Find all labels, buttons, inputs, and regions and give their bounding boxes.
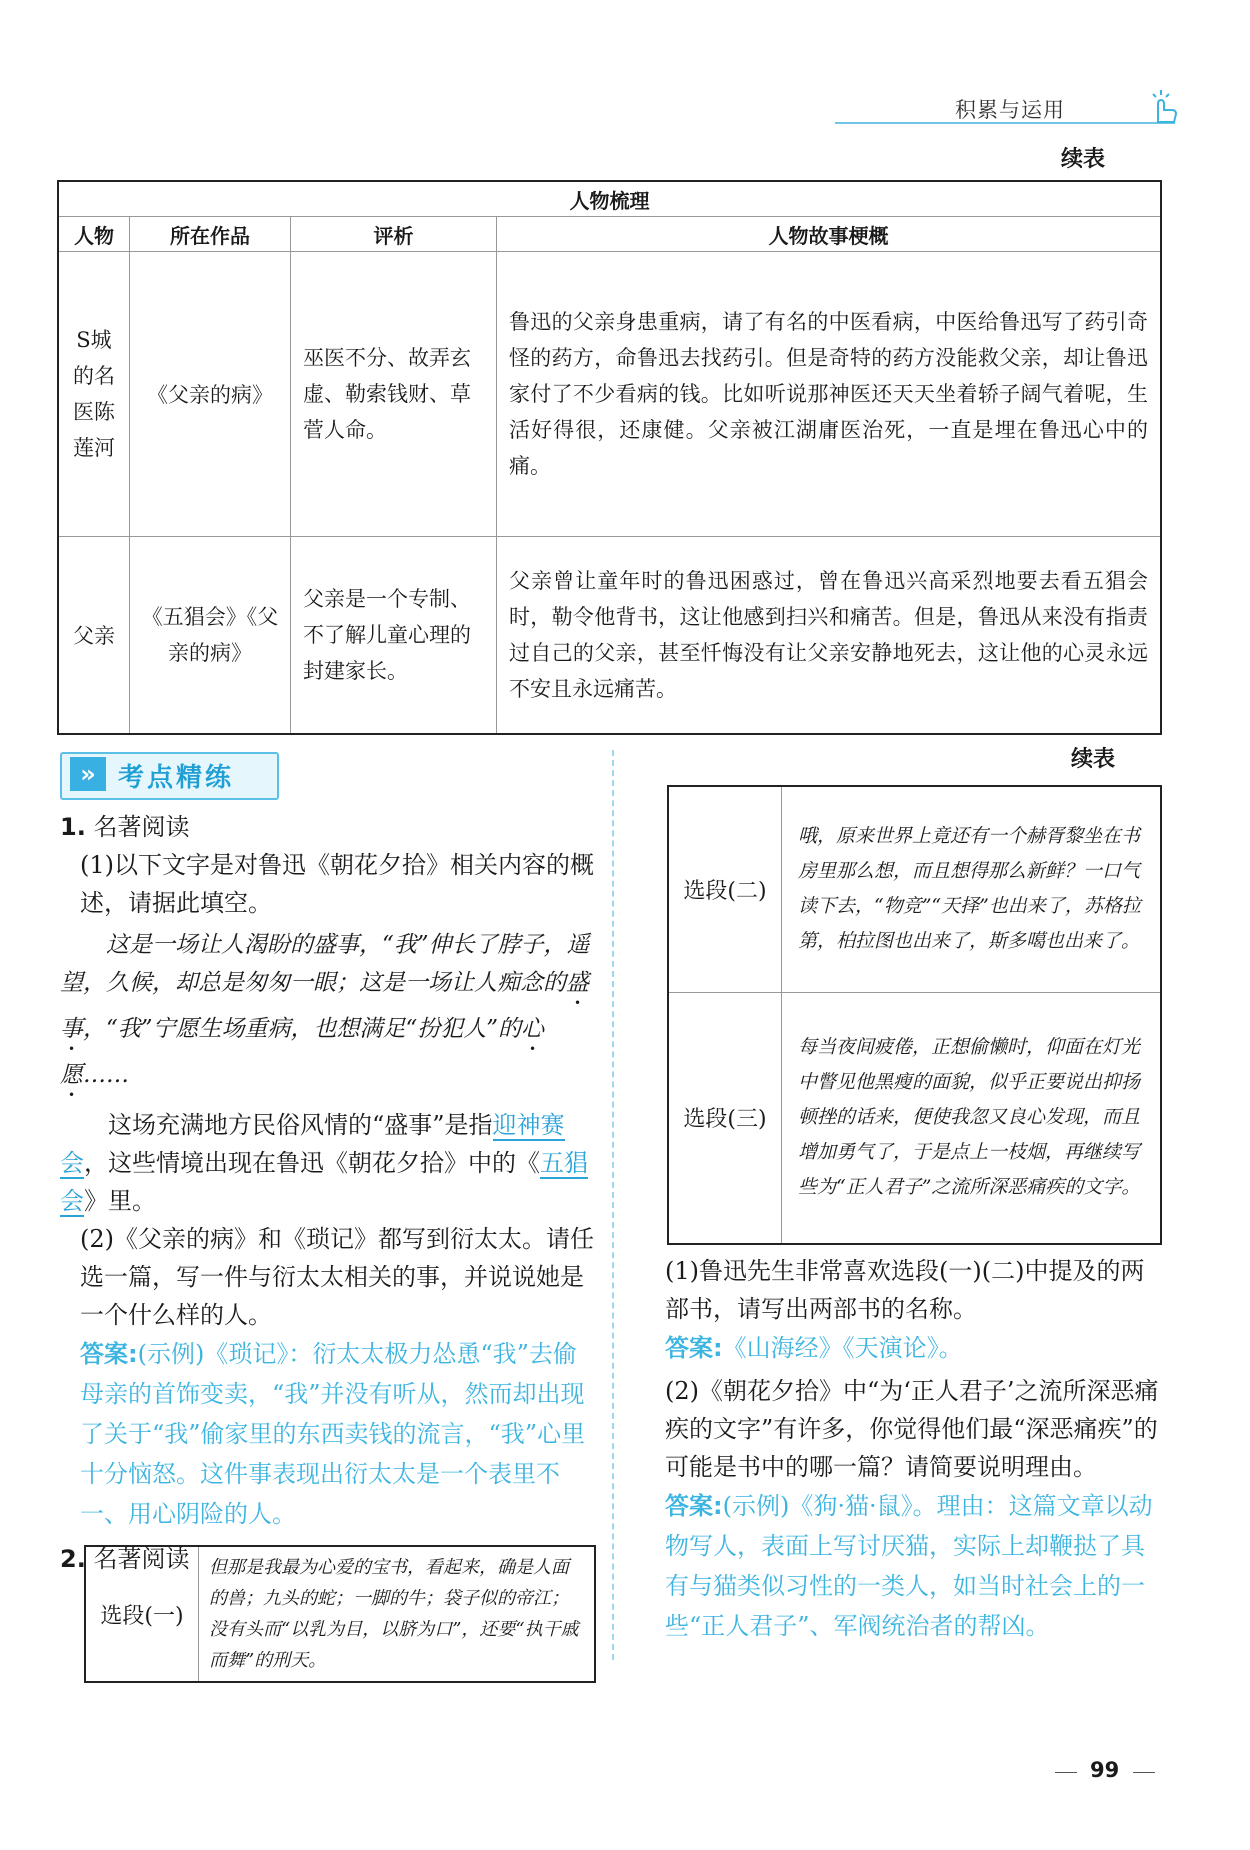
col-header: 所在作品	[130, 217, 291, 252]
question-2-parts	[665, 1252, 1165, 1646]
excerpt-label: 选段(一)	[85, 1546, 199, 1682]
excerpt-label: 选段(三)	[668, 992, 782, 1244]
col-header: 人物故事梗概	[497, 217, 1162, 252]
person-cell: S城的名医陈莲河	[58, 252, 130, 537]
work-cell: 《父亲的病》	[130, 252, 291, 537]
page-number-dash-left	[1055, 1772, 1077, 1773]
q2-part1: (1)鲁迅先生非常喜欢选段(一)(二)中提及的两部书，请写出两部书的名称。	[665, 1257, 1145, 1323]
table-row	[58, 537, 1161, 735]
question-number: 1.	[60, 813, 86, 841]
excerpt-text: 但那是我最为心爱的宝书，看起来，确是人面的兽；九头的蛇；一脚的牛；袋子似的帝江；没有头而“以乳为目，以脐为口”，还要“执干戚而舞”的刑天。	[199, 1546, 596, 1682]
q2-part2: (2)《朝花夕拾》中“为‘正人君子’之流所深恶痛疾的文字”有许多，你觉得他们最“深恶痛疾”的可能是书中的哪一篇？请简要说明理由。	[665, 1377, 1159, 1481]
character-table	[57, 180, 1162, 735]
table-row	[58, 252, 1161, 537]
question-1	[60, 808, 595, 1578]
double-chevron-icon: »	[70, 757, 106, 791]
excerpt-text: 哦，原来世界上竟还有一个赫胥黎坐在书房里那么想，而且想得那么新鲜？一口气读下去，“物竞”“天择”也出来了，苏格拉第，柏拉图也出来了，斯多噶也出来了。	[782, 786, 1162, 992]
page-number-dash-right	[1133, 1772, 1155, 1773]
pointing-hand-icon	[1146, 86, 1180, 126]
q2-answer-1: 答案:《山海经》《天演论》。	[665, 1334, 963, 1362]
question-number: 2.	[60, 1545, 86, 1573]
person-cell: 父亲	[58, 537, 130, 735]
work-cell: 《五猖会》《父亲的病》	[130, 537, 291, 735]
q1-fill: 这场充满地方民俗风情的“盛事”是指迎神赛会，这些情境出现在鲁迅《朝花夕拾》中的《五猖会》里。	[60, 1111, 588, 1215]
continued-label-right: 续表	[1070, 747, 1115, 772]
table-caption: 人物梳理	[58, 181, 1161, 217]
fill-answer-1: 迎神赛会	[60, 1111, 565, 1177]
page-number: 99	[1090, 1758, 1120, 1782]
q1-answer: 答案:(示例)《琐记》：衍太太极力怂恿“我”去偷母亲的首饰变卖，“我”并没有听从，然而却出现了关于“我”偷家里的东西卖钱的流言，“我”心里十分恼怒。这件事表现出衍太太是一个表里不一、用心阴险的人。	[80, 1340, 586, 1528]
excerpt-table-1	[84, 1545, 596, 1683]
story-cell: 鲁迅的父亲身患重病，请了有名的中医看病，中医给鲁迅写了药引奇怪的药方，命鲁迅去找药引。但是奇特的药方没能救父亲，却让鲁迅家付了不少看病的钱。比如听说那神医还天天坐着轿子阔气着呢，生活好得很，还康健。父亲被江湖庸医治死，一直是埋在鲁迅心中的痛。	[497, 252, 1162, 537]
section-header-title: 积累与运用	[955, 98, 1065, 122]
q1-part1-intro: (1)以下文字是对鲁迅《朝花夕拾》相关内容的概述，请据此填空。	[80, 851, 594, 917]
continued-label-top: 续表	[1060, 147, 1105, 172]
comment-cell: 巫医不分、故弄玄虚、勒索钱财、草菅人命。	[291, 252, 497, 537]
col-header: 人物	[58, 217, 130, 252]
column-divider	[612, 750, 614, 1660]
question-title: 名著阅读	[93, 813, 190, 841]
header-rule	[835, 122, 1175, 124]
excerpt-label: 选段(二)	[668, 786, 782, 992]
q1-passage: 这是一场让人渴盼的盛事，“我”伸长了脖子，遥望，久候，却总是匆匆一眼；这是一场让人痴念的盛事，“我”宁愿生场重病，也想满足“扮犯人”的心愿……	[60, 932, 590, 1088]
question-title: 名著阅读	[93, 1545, 190, 1573]
col-header: 评析	[291, 217, 497, 252]
excerpt-text: 每当夜间疲倦，正想偷懒时，仰面在灯光中瞥见他黑瘦的面貌，似乎正要说出抑扬顿挫的话来，便使我忽又良心发现，而且增加勇气了，于是点上一枝烟，再继续写些为“正人君子”之流所深恶痛疾的文字。	[782, 992, 1162, 1244]
q2-answer-2: 答案:(示例)《狗·猫·鼠》。理由：这篇文章以动物写人，表面上写讨厌猫，实际上却鞭挞了具有与猫类似习性的一类人，如当时社会上的一些“正人君子”、军阀统治者的帮凶。	[665, 1492, 1153, 1640]
section-title: 考点精练	[118, 763, 235, 793]
fill-answer-2: 五猖会	[60, 1149, 588, 1215]
excerpt-table-2	[667, 785, 1162, 1245]
story-cell: 父亲曾让童年时的鲁迅困惑过，曾在鲁迅兴高采烈地要去看五猖会时，勒令他背书，这让他感到扫兴和痛苦。但是，鲁迅从来没有指责过自己的父亲，甚至忏悔没有让父亲安静地死去，这让他的心灵永远不安且永远痛苦。	[497, 537, 1162, 735]
comment-cell: 父亲是一个专制、不了解儿童心理的封建家长。	[291, 537, 497, 735]
q1-part2: (2)《父亲的病》和《琐记》都写到衍太太。请任选一篇，写一件与衍太太相关的事，并说说她是一个什么样的人。	[80, 1225, 594, 1329]
